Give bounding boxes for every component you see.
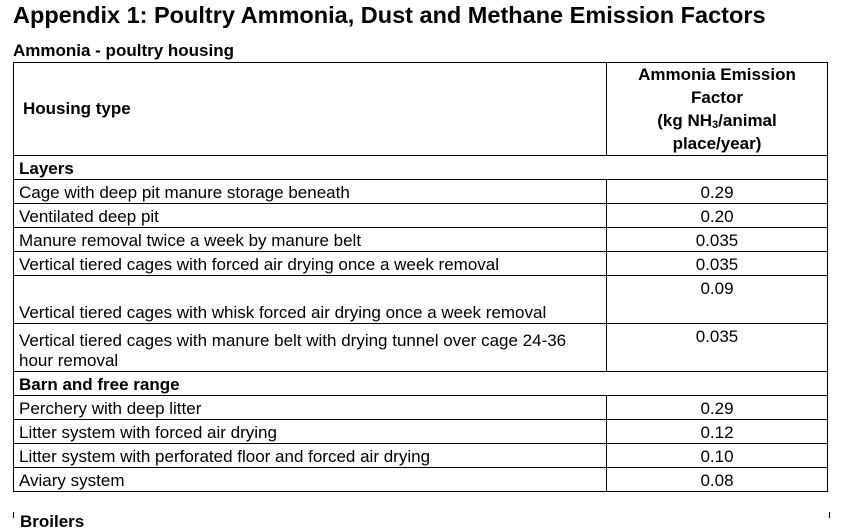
table-header-row bbox=[14, 63, 828, 156]
emission-factor-table bbox=[13, 62, 828, 492]
column-header-housing-type: Housing type bbox=[14, 63, 607, 156]
section-label: Barn and free range bbox=[14, 372, 828, 396]
section-label: Broilers bbox=[20, 512, 85, 531]
header-line: Ammonia Emission bbox=[638, 65, 796, 84]
table-row bbox=[14, 276, 828, 324]
section-row-layers bbox=[14, 156, 828, 180]
header-line: place/year) bbox=[672, 134, 762, 153]
housing-cell: Vertical tiered cages with forced air drying once a week removal bbox=[14, 252, 607, 276]
factor-cell: 0.09 bbox=[607, 276, 828, 324]
housing-cell: Litter system with perforated floor and forced air drying bbox=[14, 444, 607, 468]
table-row bbox=[14, 252, 828, 276]
header-line: (kg NH bbox=[657, 111, 713, 130]
factor-cell: 0.035 bbox=[607, 252, 828, 276]
factor-cell: 0.08 bbox=[607, 468, 828, 492]
header-line: /animal bbox=[718, 111, 777, 130]
section-label: Layers bbox=[14, 156, 828, 180]
table-row bbox=[14, 204, 828, 228]
housing-cell: Manure removal twice a week by manure belt bbox=[14, 228, 607, 252]
housing-cell: Vertical tiered cages with whisk forced air drying once a week removal bbox=[14, 276, 607, 324]
table-row bbox=[14, 228, 828, 252]
factor-cell: 0.12 bbox=[607, 420, 828, 444]
table-row bbox=[14, 468, 828, 492]
factor-cell: 0.29 bbox=[607, 180, 828, 204]
housing-cell: Aviary system bbox=[14, 468, 607, 492]
factor-cell: 0.035 bbox=[607, 324, 828, 372]
housing-cell: Ventilated deep pit bbox=[14, 204, 607, 228]
page-title: Appendix 1: Poultry Ammonia, Dust and Methane Emission Factors bbox=[13, 2, 766, 28]
table-row bbox=[14, 444, 828, 468]
table-row bbox=[14, 396, 828, 420]
factor-cell: 0.035 bbox=[607, 228, 828, 252]
housing-cell: Cage with deep pit manure storage beneath bbox=[14, 180, 607, 204]
column-header-emission-factor bbox=[607, 63, 828, 156]
header-line: Factor bbox=[691, 88, 743, 107]
housing-cell: Vertical tiered cages with manure belt with drying tunnel over cage 24-36 hour removal bbox=[14, 324, 607, 372]
section-subtitle: Ammonia - poultry housing bbox=[13, 41, 234, 60]
section-row-broilers-partial bbox=[13, 512, 830, 531]
table-row bbox=[14, 324, 828, 372]
section-row-barn-free-range bbox=[14, 372, 828, 396]
factor-cell: 0.20 bbox=[607, 204, 828, 228]
table-row bbox=[14, 420, 828, 444]
factor-cell: 0.10 bbox=[607, 444, 828, 468]
factor-cell: 0.29 bbox=[607, 396, 828, 420]
table-row bbox=[14, 180, 828, 204]
subscript-three: 3 bbox=[712, 119, 719, 131]
housing-cell: Litter system with forced air drying bbox=[14, 420, 607, 444]
housing-cell: Perchery with deep litter bbox=[14, 396, 607, 420]
